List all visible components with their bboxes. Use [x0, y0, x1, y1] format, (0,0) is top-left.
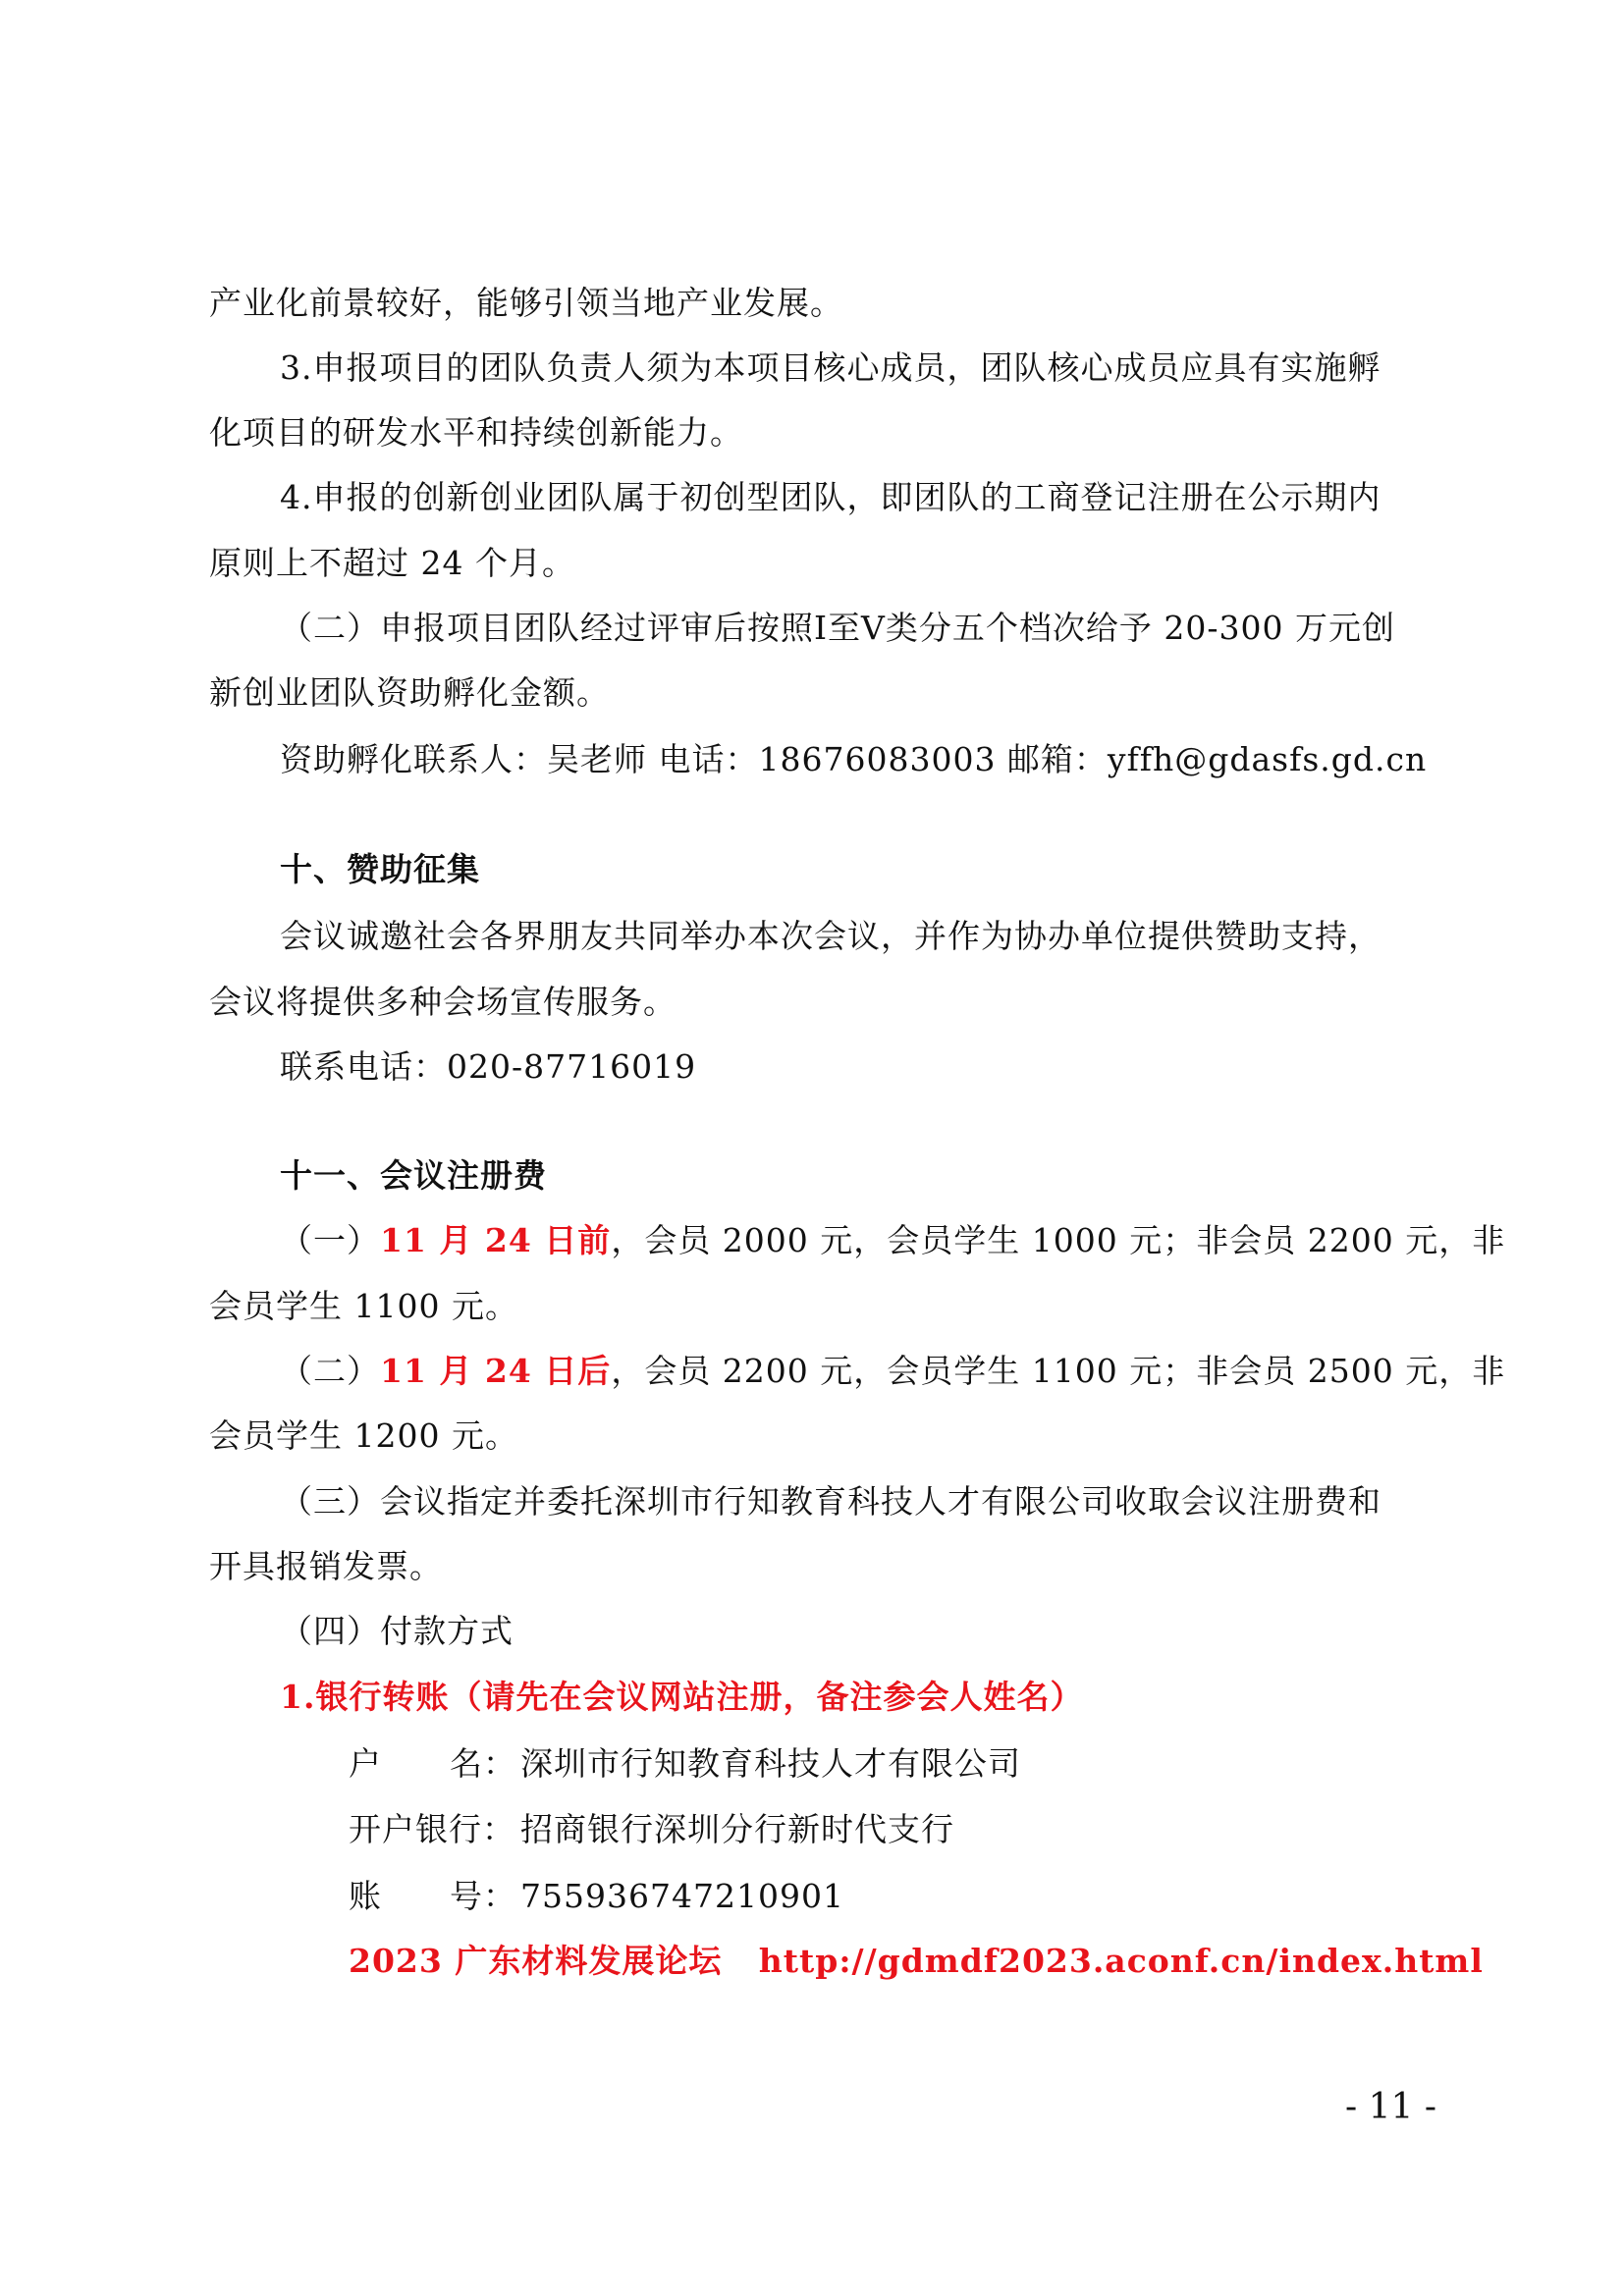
fee-item-1-line-1: [280, 1219, 1507, 1262]
fee-item-1-line-2: 会员学生 1100 元。: [209, 1287, 518, 1325]
fee-item-2-line-1: [280, 1350, 1507, 1393]
account-name-label: 户 名：: [349, 1744, 516, 1783]
incubation-contact: 资助孵化联系人：吴老师 电话：18676083003 邮箱：yffh@gdasfs.gd.cn: [280, 740, 1428, 778]
section-11-heading: 十一、会议注册费: [280, 1156, 547, 1195]
account-number-label: 账 号：: [349, 1877, 516, 1915]
account-number-value: 755936747210901: [520, 1877, 844, 1915]
sponsorship-phone: 联系电话：020-87716019: [280, 1047, 697, 1086]
forum-website-link[interactable]: 2023 广东材料发展论坛 http://gdmdf2023.aconf.cn/index.html: [349, 1942, 1484, 1980]
fee-item-3-line-1: （三）会议指定并委托深圳市行知教育科技人才有限公司收取会议注册费和: [280, 1482, 1381, 1521]
subsection-2-line-2: 新创业团队资助孵化金额。: [209, 673, 610, 712]
account-number-row: [349, 1875, 1576, 1918]
payment-method-heading: （四）付款方式: [280, 1612, 514, 1650]
sponsorship-line-1: 会议诚邀社会各界朋友共同举办本次会议，并作为协办单位提供赞助支持，: [280, 917, 1381, 955]
fee-item-3-line-2: 开具报销发票。: [209, 1547, 443, 1585]
bank-label: 开户银行：: [349, 1810, 515, 1848]
subsection-2-line-1: （二）申报项目团队经过评审后按照Ⅰ至Ⅴ类分五个档次给予 20-300 万元创: [280, 609, 1395, 647]
sponsorship-line-2: 会议将提供多种会场宣传服务。: [209, 983, 677, 1021]
item-3-line-1: 3.申报项目的团队负责人须为本项目核心成员，团队核心成员应具有实施孵: [280, 348, 1381, 387]
section-10-heading: 十、赞助征集: [280, 850, 480, 888]
item-3-line-2: 化项目的研发水平和持续创新能力。: [209, 413, 743, 452]
item-4-line-2: 原则上不超过 24 个月。: [209, 544, 575, 582]
fee-2-deadline: 11 月 24 日后: [380, 1352, 612, 1390]
page-number: - 11 -: [1345, 2087, 1437, 2127]
fee-item-2-line-2: 会员学生 1200 元。: [209, 1416, 518, 1455]
item-4-line-1: 4.申报的创新创业团队属于初创型团队，即团队的工商登记注册在公示期内: [280, 478, 1381, 516]
fee-1-details: ，会员 2000 元，会员学生 1000 元；非会员 2200 元，非: [611, 1221, 1506, 1259]
fee-2-details: ，会员 2200 元，会员学生 1100 元；非会员 2500 元，非: [611, 1352, 1506, 1390]
bank-transfer-heading: 1.银行转账（请先在会议网站注册，备注参会人姓名）: [280, 1678, 1084, 1716]
bank-row: [349, 1808, 1576, 1851]
account-name-value: 深圳市行知教育科技人才有限公司: [520, 1744, 1021, 1783]
fee-2-prefix: （二）: [280, 1352, 380, 1390]
account-name-row: [349, 1742, 1576, 1786]
paragraph-continuation: 产业化前景较好，能够引领当地产业发展。: [209, 284, 843, 322]
fee-1-deadline: 11 月 24 日前: [380, 1221, 612, 1259]
bank-value: 招商银行深圳分行新时代支行: [520, 1810, 954, 1848]
fee-1-prefix: （一）: [280, 1221, 380, 1259]
